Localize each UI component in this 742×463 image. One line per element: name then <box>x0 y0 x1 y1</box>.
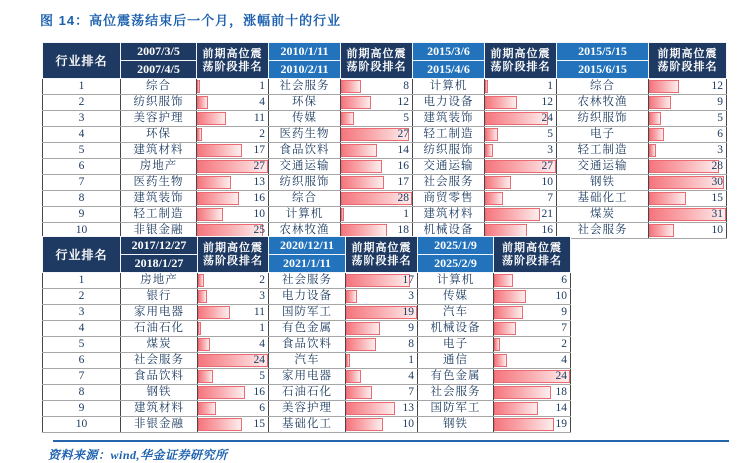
prior-rank-value: 6 <box>259 402 265 414</box>
prior-rank-header-line2: 荡阶段排名 <box>351 254 412 267</box>
industry-cell: 环保 <box>121 127 197 143</box>
industry-cell: 有色金属 <box>269 321 346 337</box>
prior-rank-value: 9 <box>561 306 567 318</box>
industry-cell: 医药生物 <box>121 175 197 191</box>
industry-cell: 石油石化 <box>269 385 346 401</box>
prior-rank-value: 17 <box>253 144 265 156</box>
table-row <box>43 289 571 305</box>
figure-title: 图 14：高位震荡结束后一个月，涨幅前十的行业 <box>40 13 342 28</box>
prior-rank-cell <box>346 385 418 401</box>
prior-rank-cell <box>485 207 557 223</box>
prior-rank-value: 1 <box>259 322 265 334</box>
prior-rank-cell <box>485 143 557 159</box>
prior-rank-cell <box>494 321 571 337</box>
rank-column-header: 行业排名 <box>43 237 121 273</box>
prior-rank-header-line2: 荡阶段排名 <box>490 60 551 73</box>
prior-rank-header-line2: 荡阶段排名 <box>657 60 718 73</box>
prior-rank-value: 10 <box>541 176 553 188</box>
prior-rank-value: 17 <box>397 176 409 188</box>
prior-rank-cell <box>494 385 571 401</box>
prior-rank-cell <box>494 305 571 321</box>
prior-rank-cell <box>341 159 413 175</box>
prior-rank-value: 5 <box>403 112 409 124</box>
industry-cell: 建筑材料 <box>121 143 197 159</box>
rank-cell: 9 <box>43 401 121 417</box>
prior-rank-cell <box>198 321 269 337</box>
industry-cell: 房地产 <box>121 273 198 289</box>
table-row <box>43 159 727 175</box>
header-row-1 <box>43 43 727 61</box>
prior-rank-value: 27 <box>397 128 409 140</box>
prior-rank-cell <box>494 417 571 433</box>
prior-rank-cell <box>649 159 727 175</box>
prior-rank-cell <box>341 175 413 191</box>
industry-cell: 钢铁 <box>557 175 649 191</box>
prior-rank-value: 19 <box>402 306 414 318</box>
prior-rank-cell <box>485 79 557 95</box>
prior-rank-header-line1: 前期高位震 <box>346 47 407 60</box>
industry-cell: 通信 <box>418 353 494 369</box>
table-row <box>43 417 571 433</box>
prior-rank-value: 9 <box>408 322 414 334</box>
prior-rank-value: 28 <box>397 192 409 204</box>
prior-rank-cell <box>197 79 269 95</box>
rank-cell: 8 <box>43 385 121 401</box>
industry-cell: 基础化工 <box>269 417 346 433</box>
industry-cell: 传媒 <box>418 289 494 305</box>
prior-rank-value: 12 <box>541 96 553 108</box>
prior-rank-value: 24 <box>253 354 265 366</box>
prior-rank-cell <box>346 273 418 289</box>
prior-rank-value: 10 <box>711 224 723 236</box>
rank-cell: 4 <box>43 321 121 337</box>
table-row <box>43 305 571 321</box>
prior-rank-value: 27 <box>253 160 265 172</box>
industry-cell: 交通运输 <box>269 159 341 175</box>
prior-rank-value: 4 <box>259 338 265 350</box>
prior-rank-header-line1: 前期高位震 <box>490 47 551 60</box>
table-row <box>43 175 727 191</box>
period-start-header: 2015/5/15 <box>557 43 649 61</box>
industry-cell: 机械设备 <box>418 321 494 337</box>
prior-rank-cell <box>485 95 557 111</box>
rank-cell: 4 <box>43 127 121 143</box>
prior-rank-value: 24 <box>541 112 553 124</box>
table-header <box>43 43 727 79</box>
prior-rank-cell <box>346 353 418 369</box>
prior-rank-cell <box>494 289 571 305</box>
table-row <box>43 111 727 127</box>
prior-rank-cell <box>197 159 269 175</box>
industry-cell: 传媒 <box>269 111 341 127</box>
prior-rank-value: 13 <box>402 402 414 414</box>
prior-rank-value: 3 <box>717 144 723 156</box>
header-row-2 <box>43 255 571 273</box>
industry-cell: 石油石化 <box>121 321 198 337</box>
prior-rank-value: 15 <box>711 192 723 204</box>
industry-cell: 交通运输 <box>557 159 649 175</box>
ranking-table-bottom <box>42 236 571 433</box>
prior-rank-column-header <box>198 237 269 273</box>
rank-cell: 8 <box>43 191 121 207</box>
prior-rank-cell <box>346 401 418 417</box>
industry-cell: 社会服务 <box>413 175 485 191</box>
prior-rank-value: 28 <box>711 160 723 172</box>
table-row <box>43 191 727 207</box>
rank-cell: 6 <box>43 353 121 369</box>
industry-cell: 环保 <box>269 95 341 111</box>
prior-rank-cell <box>198 401 269 417</box>
industry-cell: 建筑材料 <box>413 207 485 223</box>
rank-cell: 1 <box>43 273 121 289</box>
prior-rank-value: 6 <box>561 274 567 286</box>
prior-rank-value: 25 <box>253 224 265 236</box>
period-end-header: 2007/4/5 <box>121 61 197 79</box>
rank-cell: 5 <box>43 143 121 159</box>
prior-rank-value: 9 <box>717 96 723 108</box>
prior-rank-value: 14 <box>555 402 567 414</box>
prior-rank-value: 24 <box>555 370 567 382</box>
industry-cell: 钢铁 <box>418 417 494 433</box>
prior-rank-value: 1 <box>259 80 265 92</box>
prior-rank-cell <box>649 207 727 223</box>
prior-rank-cell <box>197 95 269 111</box>
prior-rank-cell <box>341 95 413 111</box>
table-row <box>43 337 571 353</box>
table-row <box>43 127 727 143</box>
prior-rank-value: 10 <box>402 418 414 430</box>
prior-rank-cell <box>198 305 269 321</box>
industry-cell: 社会服务 <box>269 79 341 95</box>
prior-rank-cell <box>346 337 418 353</box>
prior-rank-value: 5 <box>547 128 553 140</box>
prior-rank-header-line1: 前期高位震 <box>203 241 263 254</box>
prior-rank-cell <box>346 321 418 337</box>
period-start-header: 2015/3/6 <box>413 43 485 61</box>
prior-rank-value: 1 <box>403 208 409 220</box>
industry-cell: 医药生物 <box>269 127 341 143</box>
industry-cell: 农林牧渔 <box>269 223 341 239</box>
period-start-header: 2017/12/27 <box>121 237 198 255</box>
table-body <box>43 273 571 433</box>
prior-rank-cell <box>341 127 413 143</box>
prior-rank-cell <box>649 143 727 159</box>
prior-rank-cell <box>485 191 557 207</box>
rank-cell: 6 <box>43 159 121 175</box>
prior-rank-value: 11 <box>253 306 265 318</box>
prior-rank-cell <box>494 369 571 385</box>
industry-cell: 建筑装饰 <box>121 191 197 207</box>
table-body <box>43 79 727 239</box>
prior-rank-value: 1 <box>408 354 414 366</box>
prior-rank-column-header <box>341 43 413 79</box>
period-end-header: 2015/6/15 <box>557 61 649 79</box>
prior-rank-value: 16 <box>253 192 265 204</box>
industry-cell: 建筑材料 <box>121 401 198 417</box>
prior-rank-value: 31 <box>711 208 723 220</box>
prior-rank-cell <box>197 175 269 191</box>
table-row <box>43 401 571 417</box>
rank-cell: 5 <box>43 337 121 353</box>
industry-cell: 有色金属 <box>418 369 494 385</box>
industry-cell: 国防军工 <box>269 305 346 321</box>
prior-rank-cell <box>485 127 557 143</box>
period-start-header: 2025/1/9 <box>418 237 494 255</box>
prior-rank-column-header <box>494 237 571 273</box>
prior-rank-value: 19 <box>555 418 567 430</box>
industry-cell: 家用电器 <box>269 369 346 385</box>
prior-rank-value: 5 <box>717 112 723 124</box>
prior-rank-cell <box>649 175 727 191</box>
prior-rank-value: 12 <box>711 80 723 92</box>
prior-rank-value: 5 <box>259 370 265 382</box>
rank-cell: 3 <box>43 305 121 321</box>
rank-cell: 9 <box>43 207 121 223</box>
prior-rank-cell <box>341 191 413 207</box>
prior-rank-header-line1: 前期高位震 <box>502 241 562 254</box>
prior-rank-cell <box>198 337 269 353</box>
prior-rank-header-line2: 荡阶段排名 <box>203 254 263 267</box>
industry-cell: 交通运输 <box>413 159 485 175</box>
industry-cell: 煤炭 <box>121 337 198 353</box>
prior-rank-cell <box>649 127 727 143</box>
table-row <box>43 95 727 111</box>
industry-cell: 国防军工 <box>418 401 494 417</box>
period-end-header: 2018/1/27 <box>121 255 198 273</box>
prior-rank-value: 2 <box>561 338 567 350</box>
prior-rank-value: 18 <box>397 224 409 236</box>
prior-rank-header-line2: 荡阶段排名 <box>502 254 562 267</box>
industry-cell: 电力设备 <box>413 95 485 111</box>
prior-rank-value: 18 <box>555 386 567 398</box>
table-row <box>43 207 727 223</box>
source-note: 资料来源：wind,华金证券研究所 <box>48 448 228 462</box>
industry-cell: 电力设备 <box>269 289 346 305</box>
prior-rank-value: 16 <box>397 160 409 172</box>
prior-rank-cell <box>494 353 571 369</box>
industry-cell: 计算机 <box>413 79 485 95</box>
table-row <box>43 369 571 385</box>
industry-cell: 机械设备 <box>413 223 485 239</box>
prior-rank-cell <box>346 305 418 321</box>
industry-cell: 纺织服饰 <box>269 175 341 191</box>
prior-rank-cell <box>197 207 269 223</box>
rank-cell: 1 <box>43 79 121 95</box>
industry-cell: 商贸零售 <box>413 191 485 207</box>
period-end-header: 2015/4/6 <box>413 61 485 79</box>
industry-cell: 农林牧渔 <box>557 95 649 111</box>
industry-cell: 轻工制造 <box>413 127 485 143</box>
prior-rank-value: 13 <box>253 176 265 188</box>
prior-rank-cell <box>649 191 727 207</box>
prior-rank-value: 27 <box>541 160 553 172</box>
prior-rank-value: 10 <box>555 290 567 302</box>
prior-rank-header-line2: 荡阶段排名 <box>346 60 407 73</box>
industry-cell: 汽车 <box>269 353 346 369</box>
industry-cell: 汽车 <box>418 305 494 321</box>
prior-rank-cell <box>198 369 269 385</box>
prior-rank-column-header <box>649 43 727 79</box>
prior-rank-cell <box>649 79 727 95</box>
prior-rank-cell <box>494 273 571 289</box>
prior-rank-value: 14 <box>397 144 409 156</box>
rank-cell: 2 <box>43 95 121 111</box>
prior-rank-value: 21 <box>541 208 553 220</box>
prior-rank-value: 4 <box>561 354 567 366</box>
table-row <box>43 143 727 159</box>
prior-rank-value: 17 <box>402 274 414 286</box>
industry-cell: 房地产 <box>121 159 197 175</box>
industry-cell: 非银金融 <box>121 223 197 239</box>
prior-rank-value: 3 <box>547 144 553 156</box>
industry-cell: 综合 <box>269 191 341 207</box>
table-row <box>43 321 571 337</box>
rank-cell: 7 <box>43 369 121 385</box>
prior-rank-column-header <box>197 43 269 79</box>
industry-cell: 纺织服饰 <box>121 95 197 111</box>
prior-rank-cell <box>198 289 269 305</box>
prior-rank-cell <box>649 95 727 111</box>
table-header <box>43 237 571 273</box>
industry-cell: 社会服务 <box>557 223 649 239</box>
prior-rank-cell <box>346 369 418 385</box>
prior-rank-header-line1: 前期高位震 <box>202 47 263 60</box>
prior-rank-cell <box>198 273 269 289</box>
prior-rank-value: 8 <box>403 80 409 92</box>
period-end-header: 2025/2/9 <box>418 255 494 273</box>
industry-cell: 基础化工 <box>557 191 649 207</box>
prior-rank-header-line2: 荡阶段排名 <box>202 60 263 73</box>
prior-rank-cell <box>197 191 269 207</box>
prior-rank-cell <box>649 111 727 127</box>
prior-rank-cell <box>341 143 413 159</box>
footer-divider <box>53 440 729 442</box>
industry-cell: 轻工制造 <box>557 143 649 159</box>
prior-rank-value: 4 <box>408 370 414 382</box>
industry-cell: 煤炭 <box>557 207 649 223</box>
industry-cell: 综合 <box>557 79 649 95</box>
prior-rank-value: 2 <box>259 274 265 286</box>
prior-rank-value: 3 <box>408 290 414 302</box>
prior-rank-column-header <box>485 43 557 79</box>
prior-rank-value: 16 <box>541 224 553 236</box>
prior-rank-cell <box>346 289 418 305</box>
industry-cell: 计算机 <box>418 273 494 289</box>
industry-cell: 非银金融 <box>121 417 198 433</box>
prior-rank-value: 7 <box>408 386 414 398</box>
prior-rank-value: 8 <box>408 338 414 350</box>
prior-rank-cell <box>341 207 413 223</box>
industry-cell: 食品饮料 <box>269 337 346 353</box>
prior-rank-header-line1: 前期高位震 <box>657 47 718 60</box>
prior-rank-value: 15 <box>253 418 265 430</box>
table-row <box>43 273 571 289</box>
industry-cell: 食品饮料 <box>121 369 198 385</box>
prior-rank-cell <box>649 223 727 239</box>
prior-rank-value: 1 <box>547 80 553 92</box>
prior-rank-value: 3 <box>259 290 265 302</box>
industry-cell: 社会服务 <box>121 353 198 369</box>
prior-rank-cell <box>494 337 571 353</box>
prior-rank-cell <box>198 353 269 369</box>
prior-rank-cell <box>346 417 418 433</box>
prior-rank-cell <box>197 111 269 127</box>
period-start-header: 2007/3/5 <box>121 43 197 61</box>
prior-rank-column-header <box>346 237 418 273</box>
prior-rank-cell <box>485 159 557 175</box>
industry-cell: 社会服务 <box>418 385 494 401</box>
prior-rank-cell <box>198 417 269 433</box>
ranking-table-top <box>42 42 727 239</box>
industry-cell: 纺织服饰 <box>413 143 485 159</box>
prior-rank-value: 6 <box>717 128 723 140</box>
prior-rank-value: 16 <box>253 386 265 398</box>
industry-cell: 钢铁 <box>121 385 198 401</box>
industry-cell: 银行 <box>121 289 198 305</box>
prior-rank-value: 10 <box>253 208 265 220</box>
rank-cell: 10 <box>43 223 121 239</box>
prior-rank-cell <box>485 111 557 127</box>
rank-cell: 7 <box>43 175 121 191</box>
industry-cell: 食品饮料 <box>269 143 341 159</box>
prior-rank-cell <box>494 401 571 417</box>
prior-rank-cell <box>197 127 269 143</box>
industry-cell: 美容护理 <box>269 401 346 417</box>
industry-cell: 建筑装饰 <box>413 111 485 127</box>
period-start-header: 2010/1/11 <box>269 43 341 61</box>
prior-rank-cell <box>341 111 413 127</box>
period-end-header: 2021/1/11 <box>269 255 346 273</box>
industry-cell: 美容护理 <box>121 111 197 127</box>
prior-rank-value: 30 <box>711 176 723 188</box>
industry-cell: 电子 <box>557 127 649 143</box>
prior-rank-value: 7 <box>547 192 553 204</box>
industry-cell: 家用电器 <box>121 305 198 321</box>
table-row <box>43 385 571 401</box>
period-end-header: 2010/2/11 <box>269 61 341 79</box>
industry-cell: 社会服务 <box>269 273 346 289</box>
prior-rank-cell <box>197 143 269 159</box>
prior-rank-header-line1: 前期高位震 <box>351 241 412 254</box>
prior-rank-cell <box>485 175 557 191</box>
table-row <box>43 353 571 369</box>
prior-rank-cell <box>198 385 269 401</box>
prior-rank-value: 11 <box>253 112 265 124</box>
table-row <box>43 79 727 95</box>
industry-cell: 电子 <box>418 337 494 353</box>
rank-cell: 2 <box>43 289 121 305</box>
rank-cell: 10 <box>43 417 121 433</box>
rank-cell: 3 <box>43 111 121 127</box>
prior-rank-cell <box>341 79 413 95</box>
header-row-1 <box>43 237 571 255</box>
prior-rank-value: 7 <box>561 322 567 334</box>
industry-cell: 轻工制造 <box>121 207 197 223</box>
industry-cell: 计算机 <box>269 207 341 223</box>
prior-rank-value: 12 <box>397 96 409 108</box>
rank-column-header: 行业排名 <box>43 43 121 79</box>
industry-cell: 纺织服饰 <box>557 111 649 127</box>
prior-rank-value: 2 <box>259 128 265 140</box>
period-start-header: 2020/12/11 <box>269 237 346 255</box>
prior-rank-value: 4 <box>259 96 265 108</box>
industry-cell: 综合 <box>121 79 197 95</box>
